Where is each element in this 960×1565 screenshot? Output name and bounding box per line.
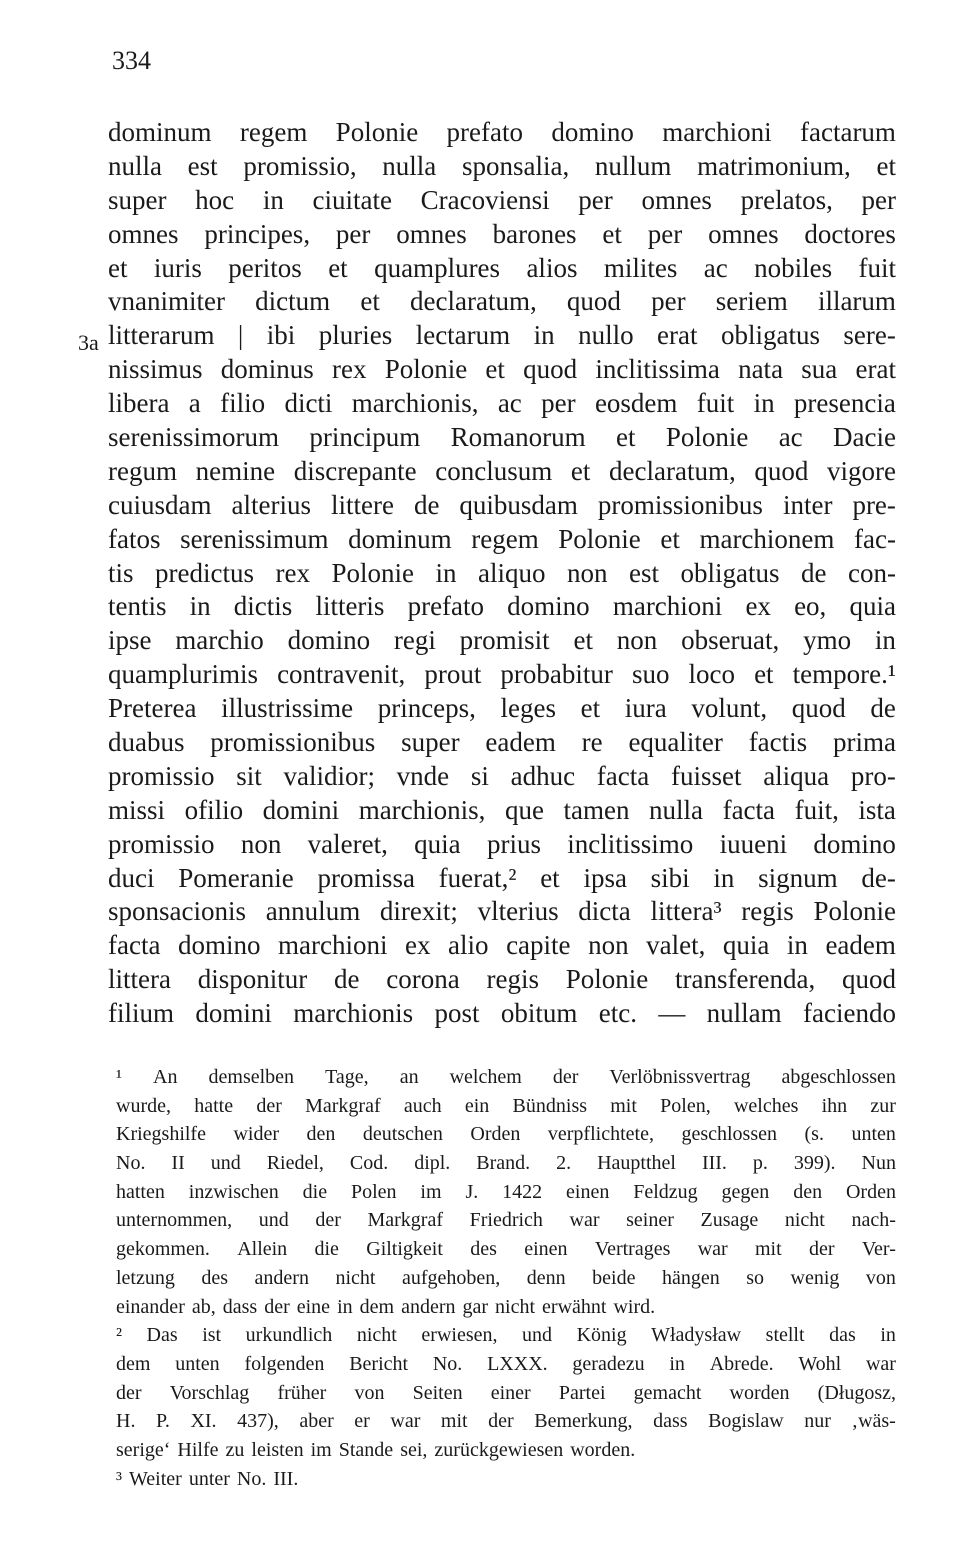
main-text-block [108, 116, 896, 1031]
text-line: tentis in dictis litteris prefato domino marchioni ex eo, quia [108, 591, 896, 622]
page-number: 334 [112, 46, 151, 75]
footnote-line: einander ab, dass der eine in dem andern gar nicht erwähnt wird. [116, 1295, 656, 1318]
text-line: serenissimorum principum Romanorum et Polonie ac Dacie [108, 422, 896, 453]
footnote-line: ³ Weiter unter No. III. [116, 1467, 299, 1490]
footnote-line: unternommen, und der Markgraf Friedrich war seiner Zusage nicht nach- [116, 1209, 896, 1232]
text-line: fatos serenissimum dominum regem Polonie et marchionem fac- [108, 523, 896, 554]
text-line: missi ofilio domini marchionis, que tamen nulla facta fuit, ista [108, 794, 896, 825]
text-line: dominum regem Polonie prefato domino marchioni factarum [108, 117, 896, 147]
footnotes-block [116, 1063, 896, 1493]
text-line: et iuris peritos et quamplures alios milites ac nobiles fuit [108, 252, 896, 283]
text-line: littera disponitur de corona regis Polonie transferenda, quod [108, 964, 896, 995]
text-line: vnanimiter dictum et declaratum, quod per seriem illarum [108, 286, 896, 317]
text-line: ipse marchio domino regi promisit et non obseruat, ymo in [108, 625, 896, 656]
text-line: quamplurimis contravenit, prout probabitur suo loco et tempore.¹ [108, 659, 896, 690]
text-line: litterarum | ibi pluries lectarum in nullo erat obligatus sere- [108, 320, 896, 351]
footnote-line: Kriegshilfe wider den deutschen Orden verpflichtete, geschlossen (s. unten [116, 1123, 896, 1146]
margin-note: 3a [78, 330, 99, 355]
footnote-line: ² Das ist urkundlich nicht erwiesen, und König Władysław stellt das in [116, 1324, 896, 1347]
text-line: cuiusdam alterius littere de quibusdam promissionibus inter pre- [108, 489, 896, 520]
text-line: promissio sit validior; vnde si adhuc facta fuisset aliqua pro- [108, 760, 896, 791]
text-line: promissio non valeret, quia prius inclitissimo iuueni domino [108, 828, 896, 859]
text-line: sponsacionis annulum direxit; vlterius dicta littera³ regis Polonie [108, 896, 896, 927]
text-line: facta domino marchioni ex alio capite non valet, quia in eadem [108, 930, 896, 961]
footnote-line: serige‘ Hilfe zu leisten im Stande sei, zurückgewiesen worden. [116, 1438, 636, 1461]
text-line: super hoc in ciuitate Cracoviensi per omnes prelatos, per [108, 184, 896, 215]
footnote-line: dem unten folgenden Bericht No. LXXX. geradezu in Abrede. Wohl war [116, 1352, 896, 1375]
text-line: filium domini marchionis post obitum etc. — nullam faciendo [108, 998, 896, 1029]
footnote-line: H. P. XI. 437), aber er war mit der Bemerkung, dass Bogislaw nur ‚wäs- [116, 1410, 896, 1433]
footnote-line: letzung des andern nicht aufgehoben, denn beide hängen so wenig von [116, 1266, 896, 1289]
text-line: libera a filio dicti marchionis, ac per eosdem fuit in presencia [108, 388, 896, 419]
footnote-line: hatten inzwischen die Polen im J. 1422 einen Feldzug gegen den Orden [116, 1180, 896, 1203]
text-line: nulla est promissio, nulla sponsalia, nullum matrimonium, et [108, 150, 896, 181]
text-line: Preterea illustrissime princeps, leges et iura volunt, quod de [108, 693, 896, 724]
text-line: omnes principes, per omnes barones et per omnes doctores [108, 218, 896, 249]
text-line: tis predictus rex Polonie in aliquo non est obligatus de con- [108, 557, 896, 588]
text-line: regum nemine discrepante conclusum et declaratum, quod vigore [108, 455, 896, 486]
text-line: nissimus dominus rex Polonie et quod inclitissima nata sua erat [108, 354, 896, 385]
footnote-line: der Vorschlag früher von Seiten einer Partei gemacht worden (Długosz, [116, 1381, 896, 1404]
text-line: duabus promissionibus super eadem re equaliter factis prima [108, 727, 896, 758]
footnote-line: gekommen. Allein die Giltigkeit des einen Vertrages war mit der Ver- [116, 1238, 896, 1261]
text-line: duci Pomeranie promissa fuerat,² et ipsa sibi in signum de- [108, 862, 896, 893]
footnote-line: No. II und Riedel, Cod. dipl. Brand. 2. Hauptthel III. p. 399). Nun [116, 1152, 896, 1175]
footnote-line: wurde, hatte der Markgraf auch ein Bündniss mit Polen, welches ihn zur [116, 1094, 896, 1117]
footnote-line: ¹ An demselben Tage, an welchem der Verlöbnissvertrag abgeschlossen [116, 1066, 896, 1088]
